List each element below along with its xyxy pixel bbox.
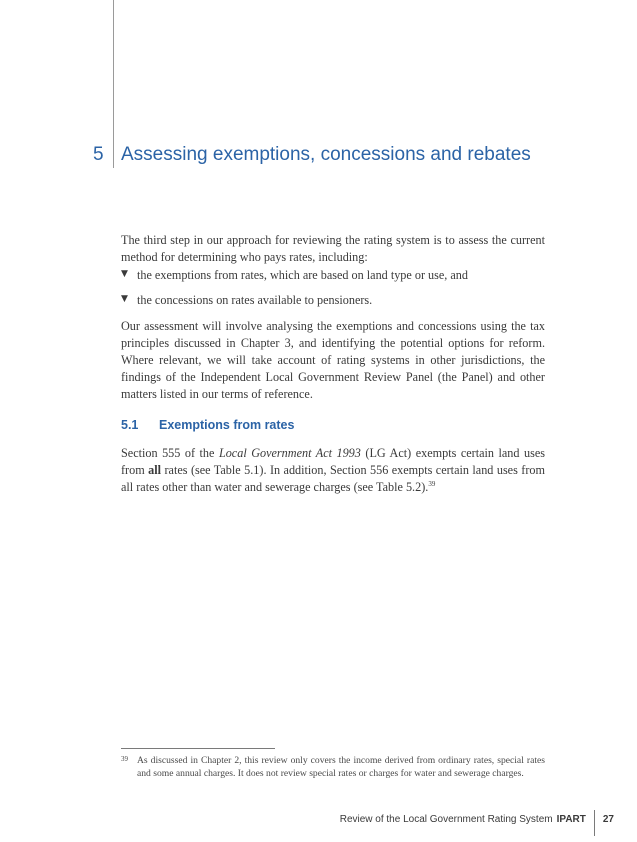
page-number: 27 — [602, 814, 614, 825]
section-number: 5.1 — [121, 418, 139, 432]
act-name: Local Government Act 1993 — [218, 446, 361, 460]
chapter-title: Assessing exemptions, concessions and rebates — [121, 144, 531, 165]
footnote-text: As discussed in Chapter 2, this review only covers the income derived from ordinary rates, special rates and some annual charges. It does not review special rates or charges for water and sewerage charges. — [137, 755, 545, 779]
footnote-reference[interactable]: 39 — [428, 480, 436, 488]
section-title: Exemptions from rates — [159, 418, 295, 432]
footnote-divider — [121, 748, 275, 749]
chapter-divider-line — [113, 0, 114, 168]
text-run: rates (see Table 5.1). In addition, Section 556 exempts certain land uses from all rates other than water and sewerage charges (see Table 5.2). — [121, 463, 545, 494]
intro-paragraph: The third step in our approach for reviewing the rating system is to assess the current method for determining who pays rates, including: — [121, 233, 545, 264]
text-run: Section 555 of the — [121, 446, 219, 460]
chapter-number: 5 — [93, 144, 104, 165]
bullet-list — [121, 267, 545, 317]
bold-word: all — [148, 463, 162, 477]
section-heading — [121, 418, 294, 432]
footnote — [121, 755, 545, 780]
bullet-triangle-icon: ▼ — [121, 269, 128, 279]
assessment-paragraph: Our assessment will involve analysing the exemptions and concessions using the tax principles discussed in Chapter 3, and identifying the potential options for reform. Where relevant, we will take account of rating systems in other jurisdictions, the findings of the Independent Local Government Review Panel (the Panel) and other matters listed in our terms of reference. — [121, 319, 545, 401]
footnote-number: 39 — [121, 755, 128, 763]
bullet-text: the exemptions from rates, which are based on land type or use, and — [137, 268, 468, 282]
text-run: (LG Act) exempts certain land uses from — [121, 446, 545, 477]
exemptions-paragraph — [121, 445, 545, 496]
footer-brand: IPART — [556, 814, 586, 825]
footer-title: Review of the Local Government Rating System — [339, 814, 553, 825]
bullet-text: the concessions on rates available to pensioners. — [137, 293, 373, 307]
bullet-triangle-icon: ▼ — [121, 294, 128, 304]
list-item — [121, 292, 545, 309]
footer-divider — [594, 810, 595, 836]
page-footer — [340, 814, 614, 842]
list-item — [121, 267, 545, 284]
